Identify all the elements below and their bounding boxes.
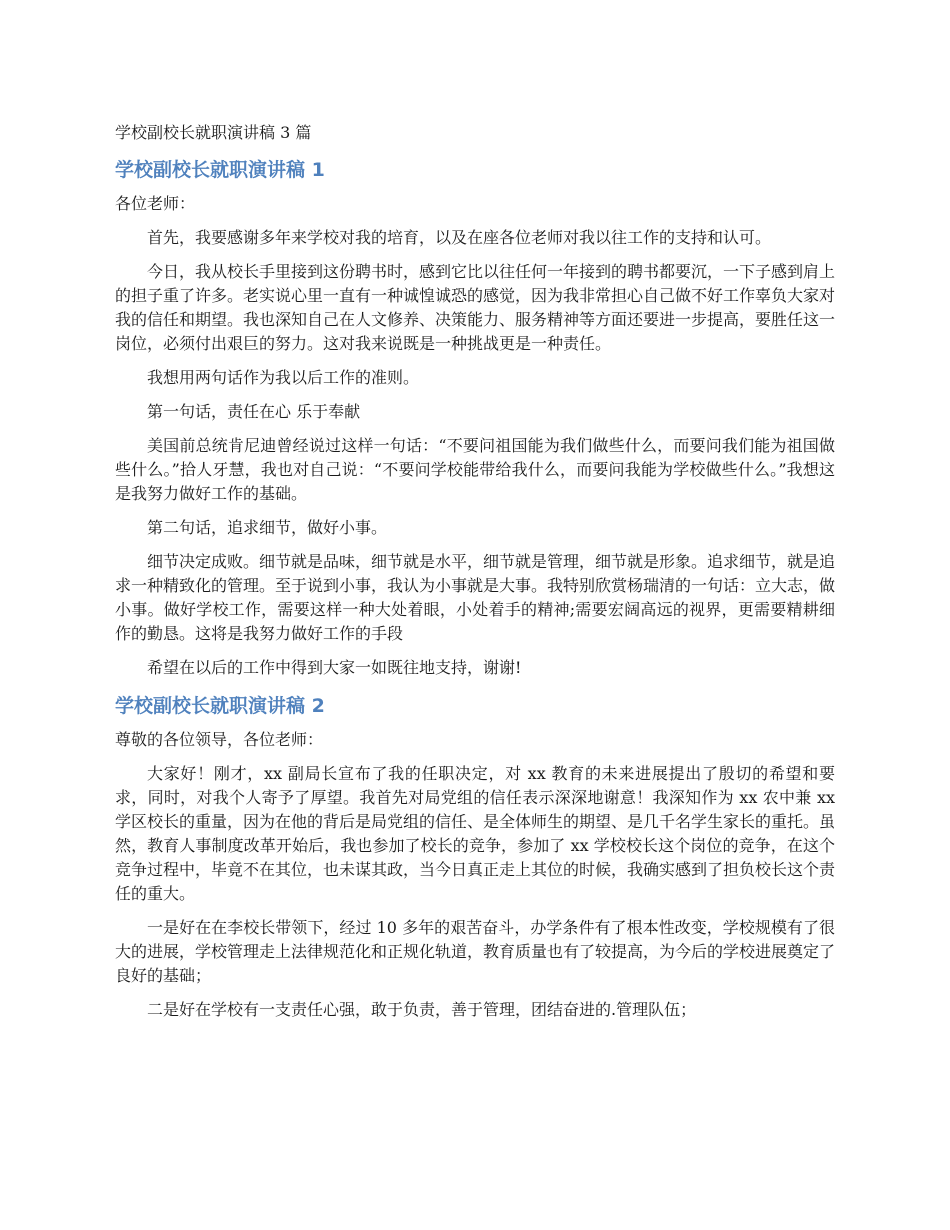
paragraph: 一是好在在李校长带领下，经过 10 多年的艰苦奋斗，办学条件有了根本性改变，学校规模有了很大的进展，学校管理走上法律规范化和正规化轨道，教育质量也有了较提高，为今后的学校进展奠定了良好的基础； [115, 918, 836, 985]
paragraph: 第一句话，责任在心 乐于奉献 [147, 402, 361, 421]
paragraph: 大家好！刚才，xx 副局长宣布了我的任职决定，对 xx 教育的未来进展提出了殷切的希望和要求，同时，对我个人寄予了厚望。我首先对局党组的信任表示深深地谢意！我深知作为 xx 农中兼 xx 学区校长的重量，因为在他的背后是局党组的信任、是全体师生的期望、是几千名学生家长的重托。虽然，教育人事制度改革开始后，我也参加了校长的竞争，参加了 xx 学校校长这个岗位的竞争，在这个竞争过程中，毕竟不在其位，也未谋其政，当今日真正走上其位的时候，我确实感到了担负校长这个责任的重大。 [115, 764, 836, 903]
section-2 [115, 692, 835, 1022]
paragraph: 细节决定成败。细节就是品味，细节就是水平，细节就是管理，细节就是形象。追求细节，就是追求一种精致化的管理。至于说到小事，我认为小事就是大事。我特别欣赏杨瑞清的一句话：立大志，做小事。做好学校工作，需要这样一种大处着眼，小处着手的精神;需要宏阔高远的视界，更需要精耕细作的勤恳。这将是我努力做好工作的手段 [115, 552, 836, 643]
salutation: 各位老师： [115, 194, 196, 213]
section-heading: 学校副校长就职演讲稿 2 [115, 695, 325, 717]
paragraph: 今日，我从校长手里接到这份聘书时，感到它比以往任何一年接到的聘书都要沉，一下子感到肩上的担子重了许多。老实说心里一直有一种诚惶诚恐的感觉，因为我非常担心自己做不好工作辜负大家对我的信任和期望。我也深知自己在人文修养、决策能力、服务精神等方面还要进一步提高，要胜任这一岗位，必须付出艰巨的努力。这对我来说既是一种挑战更是一种责任。 [115, 262, 836, 353]
section-heading: 学校副校长就职演讲稿 1 [115, 159, 325, 181]
paragraph: 二是好在学校有一支责任心强，敢于负责，善于管理，团结奋进的.管理队伍； [147, 1000, 697, 1019]
document-page [115, 120, 835, 1032]
paragraph: 美国前总统肯尼迪曾经说过这样一句话：“不要问祖国能为我们做些什么，而要问我们能为祖国做些什么。”拾人牙慧，我也对自己说：“不要问学校能带给我什么，而要问我能为学校做些什么。”我想这是我努力做好工作的基础。 [115, 436, 835, 503]
paragraph: 首先，我要感谢多年来学校对我的培育，以及在座各位老师对我以往工作的支持和认可。 [147, 228, 772, 247]
paragraph: 第二句话，追求细节，做好小事。 [147, 518, 388, 537]
document-title: 学校副校长就职演讲稿 3 篇 [115, 123, 312, 142]
paragraph: 我想用两句话作为我以后工作的准则。 [147, 368, 420, 387]
paragraph: 希望在以后的工作中得到大家一如既往地支持，谢谢! [147, 658, 522, 677]
section-1 [115, 156, 835, 680]
salutation: 尊敬的各位领导，各位老师： [115, 730, 324, 749]
